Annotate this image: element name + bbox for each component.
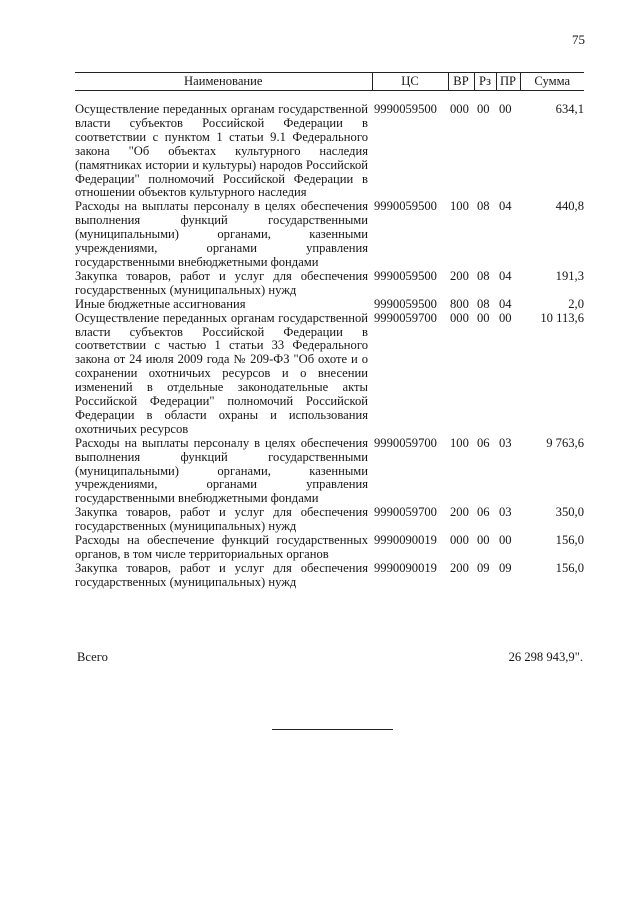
- cell-sum: 156,0: [555, 533, 584, 548]
- cell-vr: 200: [450, 505, 469, 520]
- cell-name: Закупка товаров, работ и услуг для обеспечения государственных (муниципальных) нужд: [75, 505, 368, 534]
- table-row: [75, 91, 584, 201]
- cell-name: Закупка товаров, работ и услуг для обеспечения государственных (муниципальных) нужд: [75, 560, 368, 589]
- cell-rz: 08: [477, 296, 490, 311]
- cell-cs: 9990059500: [374, 102, 437, 116]
- cell-sum: 634,1: [555, 102, 584, 116]
- cell-rz: 06: [477, 435, 490, 450]
- table-row: [75, 437, 584, 507]
- cell-cs: 9990059700: [374, 310, 437, 325]
- cell-vr: 000: [450, 310, 469, 325]
- cell-rz: 08: [477, 199, 490, 214]
- cell-pr: 04: [499, 296, 512, 311]
- cell-vr: 100: [450, 435, 469, 450]
- table-header: [75, 73, 584, 91]
- cell-pr: 03: [499, 435, 512, 450]
- budget-table: [75, 72, 584, 590]
- header-cs: ЦС: [372, 73, 448, 91]
- cell-name: Расходы на обеспечение функций государственных органов, в том числе территориальных органов: [75, 533, 368, 561]
- cell-cs: 9990059700: [374, 435, 437, 450]
- cell-cs: 9990059500: [374, 296, 437, 311]
- cell-rz: 00: [477, 533, 490, 548]
- cell-vr: 800: [450, 296, 469, 311]
- header-pr: ПР: [496, 73, 520, 91]
- table-row: [75, 200, 584, 270]
- cell-cs: 9990059500: [374, 199, 437, 214]
- cell-pr: 04: [499, 199, 512, 214]
- cell-sum: 350,0: [555, 505, 584, 520]
- cell-pr: 00: [499, 310, 512, 325]
- cell-sum: 156,0: [555, 560, 584, 575]
- table-row: [75, 534, 584, 562]
- cell-pr: 04: [499, 268, 512, 283]
- cell-name: Осуществление переданных органам государственной власти субъектов Российской Федерации в соответствии с пунктом 1 статьи 9.1 Федерального закона "Об объектах культурного наследия (памятниках истории и культуры) народов Российской Федерации" полномочий Российской Федерации в отношении объектов культурного наследия: [75, 102, 368, 200]
- table-row: [75, 506, 584, 534]
- header-sum: Сумма: [520, 73, 584, 91]
- divider: [272, 729, 393, 730]
- cell-rz: 06: [477, 505, 490, 520]
- cell-pr: 00: [499, 533, 512, 548]
- cell-pr: 03: [499, 505, 512, 520]
- cell-pr: 00: [499, 102, 512, 116]
- header-name: Наименование: [75, 73, 372, 91]
- table-row: [75, 312, 584, 437]
- cell-rz: 09: [477, 560, 490, 575]
- cell-rz: 00: [477, 102, 490, 116]
- page-number: 75: [572, 32, 585, 47]
- cell-vr: 200: [450, 560, 469, 575]
- cell-name: Иные бюджетные ассигнования: [75, 296, 246, 311]
- cell-sum: 2,0: [568, 296, 584, 311]
- cell-rz: 08: [477, 268, 490, 283]
- cell-sum: 191,3: [555, 268, 584, 283]
- table-row: [75, 298, 584, 312]
- cell-name: Осуществление переданных органам государственной власти субъектов Российской Федерации в соответствии с частью 1 статьи 33 Федерального закона от 24 июля 2009 года № 209-ФЗ "Об охоте и о сохранении охотничьих ресурсов и о внесении изменений в отдельные законодательные акты Российской Федерации" полномочий Российской Федерации в области охраны и использования охотничьих ресурсов: [75, 310, 368, 436]
- cell-cs: 9990090019: [374, 533, 437, 548]
- cell-vr: 000: [450, 102, 469, 116]
- cell-sum: 9 763,6: [546, 435, 584, 450]
- cell-sum: 10 113,6: [540, 310, 584, 325]
- cell-name: Расходы на выплаты персоналу в целях обеспечения выполнения функций государственными (муниципальными) органами, казенными учреждениями, органами управления государственными внебюджетными фондами: [75, 435, 368, 506]
- cell-sum: 440,8: [555, 199, 584, 214]
- cell-cs: 9990059500: [374, 268, 437, 283]
- header-rz: Рз: [474, 73, 496, 91]
- cell-cs: 9990090019: [374, 560, 437, 575]
- table-row: [75, 270, 584, 298]
- cell-vr: 200: [450, 268, 469, 283]
- header-vr: ВР: [448, 73, 474, 91]
- cell-pr: 09: [499, 560, 512, 575]
- cell-name: Закупка товаров, работ и услуг для обеспечения государственных (муниципальных) нужд: [75, 268, 368, 297]
- cell-vr: 000: [450, 533, 469, 548]
- total-value: 26 298 943,9".: [508, 650, 583, 664]
- cell-name: Расходы на выплаты персоналу в целях обеспечения выполнения функций государственными (муниципальными) органами, казенными учреждениями, органами управления государственными внебюджетными фондами: [75, 199, 368, 269]
- total-label: Всего: [77, 650, 108, 664]
- table-row: [75, 562, 584, 590]
- cell-cs: 9990059700: [374, 505, 437, 520]
- cell-rz: 00: [477, 310, 490, 325]
- cell-vr: 100: [450, 199, 469, 214]
